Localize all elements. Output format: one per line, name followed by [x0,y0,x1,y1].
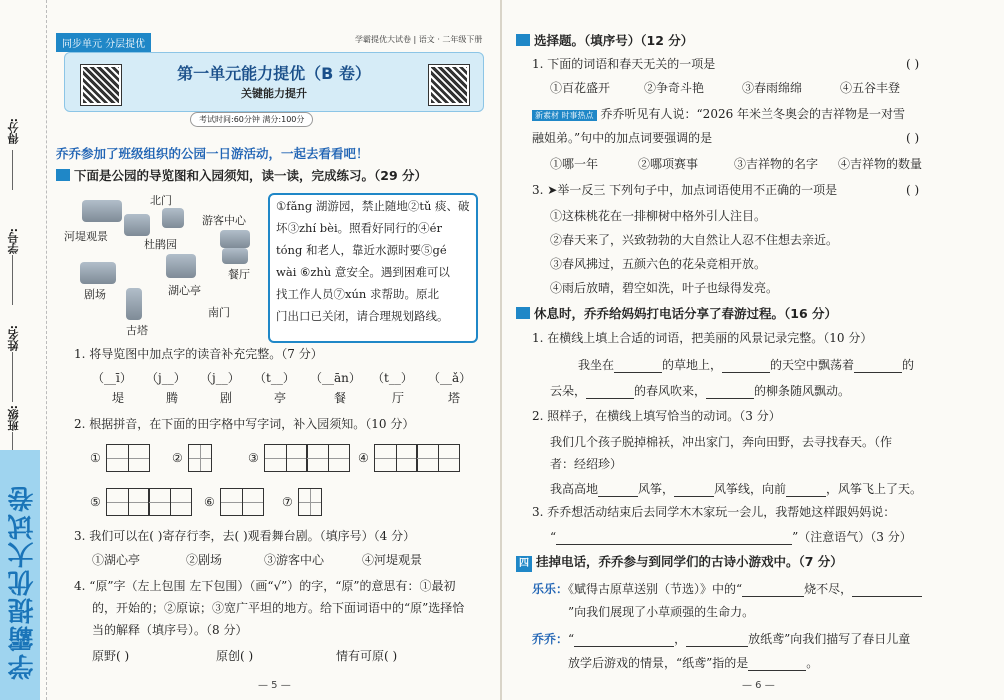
writing-grid[interactable] [374,444,418,472]
answer-paren[interactable]: ( ) [906,57,920,71]
map-label: 杜鹃园 [144,238,177,251]
choice-2-line2: 融姐弟。”句中的加点词要强调的是 [532,131,713,145]
option: ①哪一年 [550,157,599,171]
fill-blank[interactable] [586,382,634,399]
question-2: 2. 根据拼音，在下面的田字格中写字词，补入园须知。（10 分） [74,417,415,431]
section-2-heading [516,33,693,49]
pavilion-icon [166,254,196,278]
section-marker-icon [56,169,70,181]
fill-blank[interactable] [556,528,792,545]
option: ③春风拂过，五颜六色的花朵竞相开放。 [550,257,767,271]
fill-blank[interactable] [722,356,770,373]
grid-mark: ① [90,451,101,465]
writing-grid[interactable] [106,488,150,516]
question-4-line3: 当的解释（填序号）。（8 分） [92,623,248,637]
answer-blank[interactable]: 原创( ) [216,649,254,663]
map-label: 河堤观景 [64,230,108,243]
target-char: 堤 [112,391,125,405]
section-3-heading [516,306,837,322]
page-number: — 5 — [258,680,291,691]
poem-line-3: 乔乔：“ ， 放纸鸢”向我们描写了春日儿童 [532,632,911,646]
fill-blank[interactable] [854,356,902,373]
pinyin-blank[interactable]: （t__） [372,371,413,385]
fill-blank[interactable] [706,382,754,399]
question-4-line2: 的，开始的；②原谅；③宽广平坦的地方。给下面词语中的“原”选择恰 [92,601,465,615]
option: ②剧场 [186,553,223,567]
poem-line-2: ”向我们展现了小草顽强的生命力。 [568,605,755,619]
answer-paren[interactable]: ( ) [906,183,920,197]
running-header: 学霸提优大试卷 | 语文 · 二年级下册 [355,35,483,44]
right-page [502,0,1004,700]
binding-strip [0,0,47,700]
park-notice-box [268,193,478,343]
notice-line: 坏③zhí bèi。照看好同行的④ér [276,221,442,235]
option: ①百花盛开 [550,81,611,95]
writing-grid[interactable] [298,488,322,516]
option: ②争奇斗艳 [644,81,705,95]
fill-blank[interactable] [748,654,806,671]
pagoda-icon [126,288,142,320]
target-char: 亭 [274,391,287,405]
target-char: 塔 [448,391,461,405]
question-4-line1: 4. “原”字（左上包围 左下包围）（画“√”）的字，“原”的意思有：①最初 [74,579,456,593]
option: ④雨后放晴，碧空如洗，叶子也绿得发亮。 [550,281,779,295]
map-label: 游客中心 [202,214,246,227]
page-number: — 6 — [742,680,775,691]
fill-blank[interactable] [786,480,826,497]
section-4-heading [516,554,843,572]
option: ④吉祥物的数量 [838,157,923,171]
map-label: 餐厅 [228,268,250,281]
exam-meta: 考试时间:60分钟 满分:100分 [190,112,313,127]
brand-logo: 学霸提优大试卷 [8,484,38,680]
question-1: 1. 将导览图中加点字的读音补充完整。（7 分） [74,347,323,361]
option: ②春天来了，兴致勃勃的大自然让人忍不住想去亲近。 [550,233,839,247]
map-label: 南门 [208,306,230,319]
speech-fill-line: “ ”（注意语气）（3 分） [550,530,912,544]
target-char: 厅 [392,391,405,405]
pinyin-blank[interactable]: （j__） [146,371,186,385]
title-banner [64,52,484,112]
news-tag: 新素材 时事热点 [532,110,597,121]
section-marker-icon [516,34,530,46]
map-label: 剧场 [84,288,106,301]
pinyin-blank[interactable]: （t__） [254,371,295,385]
section-2-text: 选择题。（填序号）（12 分） [534,33,694,48]
option: ③吉祥物的名字 [734,157,819,171]
pinyin-blank[interactable]: （__ī） [92,371,132,385]
notice-line: tóng 和老人，靠近水源时要⑤gé [276,243,447,257]
example-line1: 我们几个孩子脱掉棉袄，冲出家门，奔向田野，去寻找春天。（作 [550,435,893,449]
azalea-garden-icon [124,214,150,236]
fill-blank[interactable] [574,630,674,647]
answer-blank[interactable]: 情有可原( ) [336,649,398,663]
map-label: 古塔 [126,324,148,337]
intro-line: 乔乔参加了班级组织的公园一日游活动，一起去看看吧！ [56,146,369,161]
writing-grid[interactable] [220,488,264,516]
section-marker-icon [516,307,530,319]
student-id-line [12,255,13,305]
restaurant-icon [222,248,248,264]
grid-mark: ④ [358,451,369,465]
map-label: 北门 [150,194,172,207]
theater-icon [80,262,116,284]
verb-fill-line: 我高高地 风筝， 风筝线，向前 ，风筝飞上了天。 [550,482,923,496]
grid-mark: ⑤ [90,495,101,509]
notice-line: wài ⑥zhù 意安全。遇到困难可以 [276,265,450,279]
option: ④五谷丰登 [840,81,901,95]
choice-3: 3. ➤举一反三 下列句子中，加点词语使用不正确的一项是 [532,183,838,197]
section-1-heading [56,168,427,184]
section-4-number: 四 [516,556,532,572]
writing-grid[interactable] [306,444,350,472]
answer-blank[interactable]: 原野( ) [92,649,130,663]
option: ②哪项赛事 [638,157,699,171]
test-subtitle: 关键能力提升 [241,87,307,100]
example-line2: 者：经绍珍） [550,457,623,471]
option: ①湖心亭 [92,553,141,567]
target-char: 餐 [334,391,347,405]
fill-blank[interactable] [598,480,638,497]
poem-line-4: 放学后游戏的情景，“纸鸢”指的是 。 [568,656,819,670]
pinyin-blank[interactable]: （j__） [200,371,240,385]
target-char: 腾 [166,391,179,405]
name-line [12,352,13,402]
grid-mark: ⑦ [282,495,293,509]
question-3: 3. 我们可以在( )寄存行李，去( )观看舞台剧。（填序号）（4 分） [74,529,416,543]
fill-blank[interactable] [852,580,922,597]
test-title: 第一单元能力提优（B 卷） [177,64,371,83]
student-id-label: 学号: [7,228,20,255]
answer-paren[interactable]: ( ) [906,131,920,145]
park-map [64,190,260,340]
section-3-text: 休息时，乔乔给妈妈打电话分享了春游过程。（16 分） [534,306,837,321]
fill-blank[interactable] [614,356,662,373]
choice-2-line1: 新素材 时事热点 乔乔听见有人说：“2026 年米兰冬奥会的吉祥物是一对雪 [532,106,905,124]
grid-mark: ③ [248,451,259,465]
writing-grid[interactable] [188,444,212,472]
unit-tag: 同步单元 分层提优 [56,33,151,52]
section-4-text: 挂掉电话，乔乔参与到同学们的古诗小游戏中。（7 分） [536,554,843,569]
fill-question-1: 1. 在横线上填上合适的词语，把美丽的风景记录完整。（10 分） [532,331,873,345]
class-line [12,432,13,452]
pinyin-blank[interactable]: （__ǎ） [428,371,472,385]
option: ④河堤观景 [362,553,423,567]
fill-question-3: 3. 乔乔想活动结束后去同学木木家玩一会儿，我帮她这样跟妈妈说： [532,505,896,519]
north-gate-icon [162,208,184,228]
notice-line: 门出口已关闭，请合理规划路线。 [276,309,449,323]
fill-line-1: 我坐在 的草地上， 的天空中飘荡着 的 [578,358,915,372]
fill-blank[interactable] [686,630,748,647]
writing-grid[interactable] [106,444,150,472]
notice-line: ①fǎng 湖游园，禁止随地②tǔ 痰、破 [276,199,470,213]
score-label: 得分: [7,118,20,145]
left-page [0,0,500,700]
poem-line-1: 乐乐：《赋得古原草送别（节选）》中的“ 烧不尽， [532,580,922,597]
grid-mark: ② [172,451,183,465]
writing-grid[interactable] [264,444,308,472]
option: ③春雨绵绵 [742,81,803,95]
pinyin-blank[interactable]: （__ān） [310,371,361,385]
name-label: 姓名: [7,325,20,352]
writing-grid[interactable] [416,444,460,472]
class-label: 班级: [7,405,20,432]
river-bank-icon [82,200,122,222]
visitor-center-icon [220,230,250,248]
target-char: 剧 [220,391,233,405]
fill-line-2: 云朵， 的春风吹来， 的柳条随风飘动。 [550,384,851,398]
fill-blank[interactable] [674,480,714,497]
section-1-text: 下面是公园的导览图和入园须知，读一读，完成练习。（29 分） [74,168,427,183]
map-label: 湖心亭 [168,284,201,297]
option: ③游客中心 [264,553,325,567]
fill-question-2: 2. 照样子，在横线上填写恰当的动词。（3 分） [532,409,781,423]
grid-mark: ⑥ [204,495,215,509]
fill-blank[interactable] [742,580,804,597]
choice-1: 1. 下面的词语和春天无关的一项是 [532,57,716,71]
option: ①这株桃花在一排柳树中格外引人注目。 [550,209,767,223]
writing-grid[interactable] [148,488,192,516]
score-line [12,150,13,190]
notice-line: 找工作人员⑦xún 求帮助。原北 [276,287,439,301]
